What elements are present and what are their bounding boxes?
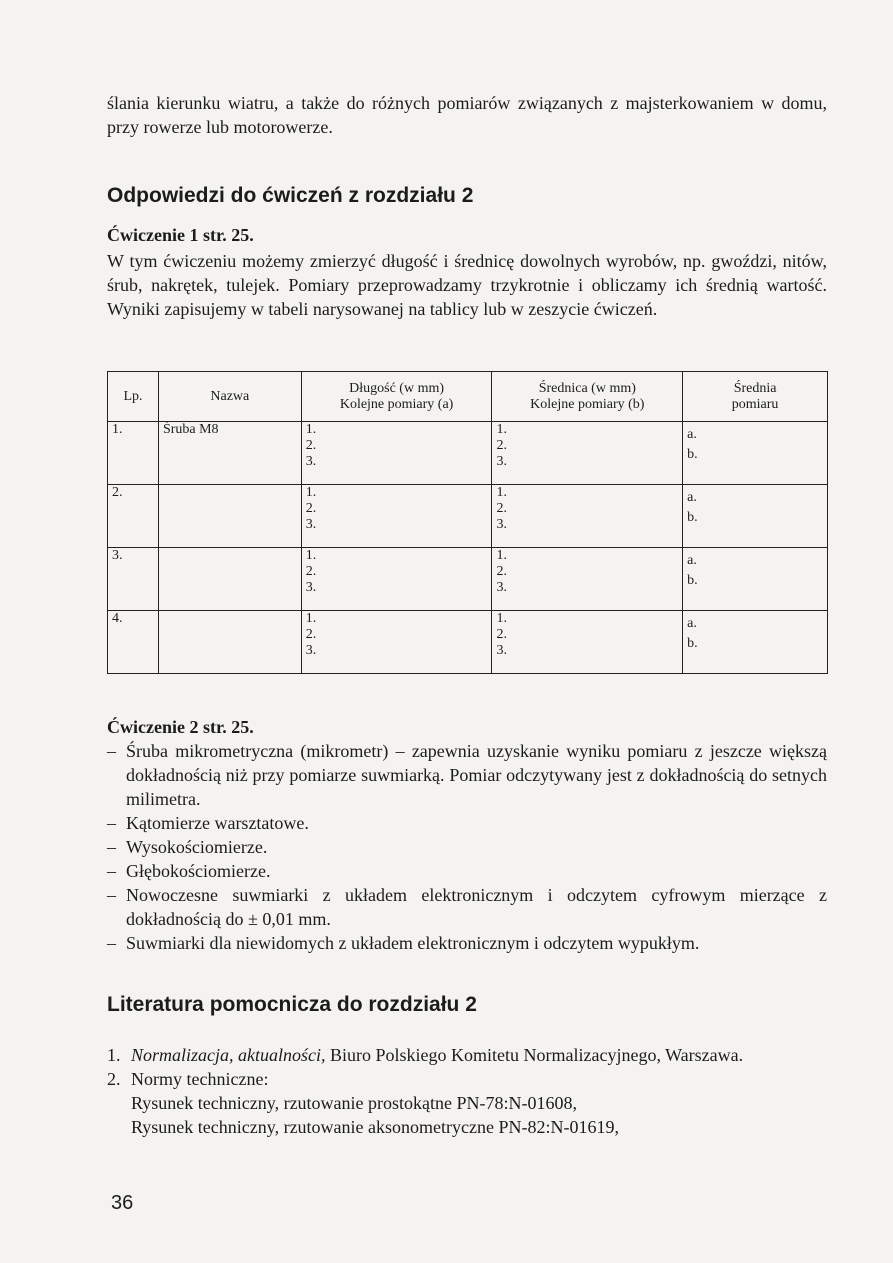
header-srednica: Średnica (w mm) Kolejne pomiary (b) — [492, 372, 683, 422]
measurements-table — [107, 371, 828, 674]
list-item: – Głębokościomierze. — [107, 859, 827, 883]
exercise1-title: Ćwiczenie 1 str. 25. — [107, 225, 254, 245]
table-row — [108, 611, 828, 674]
cell-avg: a. b. — [683, 485, 828, 548]
list-item: 2. Normy techniczne: Rysunek techniczny, rzutowanie prostokątne PN-78:N-01608, Rysunek techniczny, rzutowanie aksonometryczne PN-82:N-01619, — [107, 1069, 619, 1137]
page-number: 36 — [111, 1192, 134, 1214]
cell-avg: a. b. — [683, 422, 828, 485]
exercise1-text: W tym ćwiczeniu możemy zmierzyć długość i średnicę dowolnych wyrobów, np. gwoździ, nitów, śrub, nakrętek, tulejek. Pomiary przeprowadzamy trzykrotnie i obliczamy ich średnią wartość. Wyniki zapisujemy w tabeli narysowanej na tablicy lub w zeszycie ćwiczeń. — [107, 251, 827, 319]
list-item: – Śruba mikrometryczna (mikrometr) – zapewnia uzyskanie wyniku pomiaru z jeszcze większą dokładnością niż przy pomiarze suwmiarką. Pomiar odczytywany jest z dokładnością do setnych milimetra. — [107, 739, 827, 811]
exercise2-title: Ćwiczenie 2 str. 25. — [107, 717, 254, 737]
exercise2-list-wrap — [107, 739, 827, 955]
literature-list — [107, 1043, 827, 1139]
header-nazwa: Nazwa — [158, 372, 301, 422]
list-item: 1. Normalizacja, aktualności, Biuro Polskiego Komitetu Normalizacyjnego, Warszawa. — [107, 1045, 744, 1065]
cell-a: 1. 2. 3. — [301, 611, 492, 674]
cell-lp: 4. — [108, 611, 159, 674]
list-item: – Suwmiarki dla niewidomych z układem elektronicznym i odczytem wypukłym. — [107, 931, 827, 955]
cell-avg: a. b. — [683, 548, 828, 611]
table-header-row — [108, 372, 828, 422]
intro-paragraph: ślania kierunku wiatru, a także do różnych pomiarów związanych z majsterkowaniem w domu, przy rowerze lub motorowerze. — [107, 93, 827, 137]
cell-lp: 2. — [108, 485, 159, 548]
cell-b: 1. 2. 3. — [492, 548, 683, 611]
literature-list-wrap — [107, 1043, 827, 1139]
cell-lp: 1. — [108, 422, 159, 485]
cell-nazwa — [158, 611, 301, 674]
header-dlugosc: Długość (w mm) Kolejne pomiary (a) — [301, 372, 492, 422]
cell-nazwa: Śruba M8 — [158, 422, 301, 485]
cell-b: 1. 2. 3. — [492, 611, 683, 674]
cell-a: 1. 2. 3. — [301, 485, 492, 548]
header-lp: Lp. — [108, 372, 159, 422]
cell-lp: 3. — [108, 548, 159, 611]
cell-a: 1. 2. 3. — [301, 548, 492, 611]
exercise2-list — [107, 739, 827, 955]
cell-b: 1. 2. 3. — [492, 485, 683, 548]
cell-a: 1. 2. 3. — [301, 422, 492, 485]
cell-nazwa — [158, 485, 301, 548]
section-title-answers: Odpowiedzi do ćwiczeń z rozdziału 2 — [107, 184, 474, 207]
section-title-literature: Literatura pomocnicza do rozdziału 2 — [107, 993, 477, 1016]
list-item: – Kątomierze warsztatowe. — [107, 811, 827, 835]
list-item: – Nowoczesne suwmiarki z układem elektronicznym i odczytem cyfrowym mierzące z dokładnością do ± 0,01 mm. — [107, 883, 827, 931]
table-row — [108, 485, 828, 548]
table-row — [108, 422, 828, 485]
table-row — [108, 548, 828, 611]
header-srednia: Średnia pomiaru — [683, 372, 828, 422]
list-item: – Wysokościomierze. — [107, 835, 827, 859]
cell-nazwa — [158, 548, 301, 611]
cell-b: 1. 2. 3. — [492, 422, 683, 485]
cell-avg: a. b. — [683, 611, 828, 674]
